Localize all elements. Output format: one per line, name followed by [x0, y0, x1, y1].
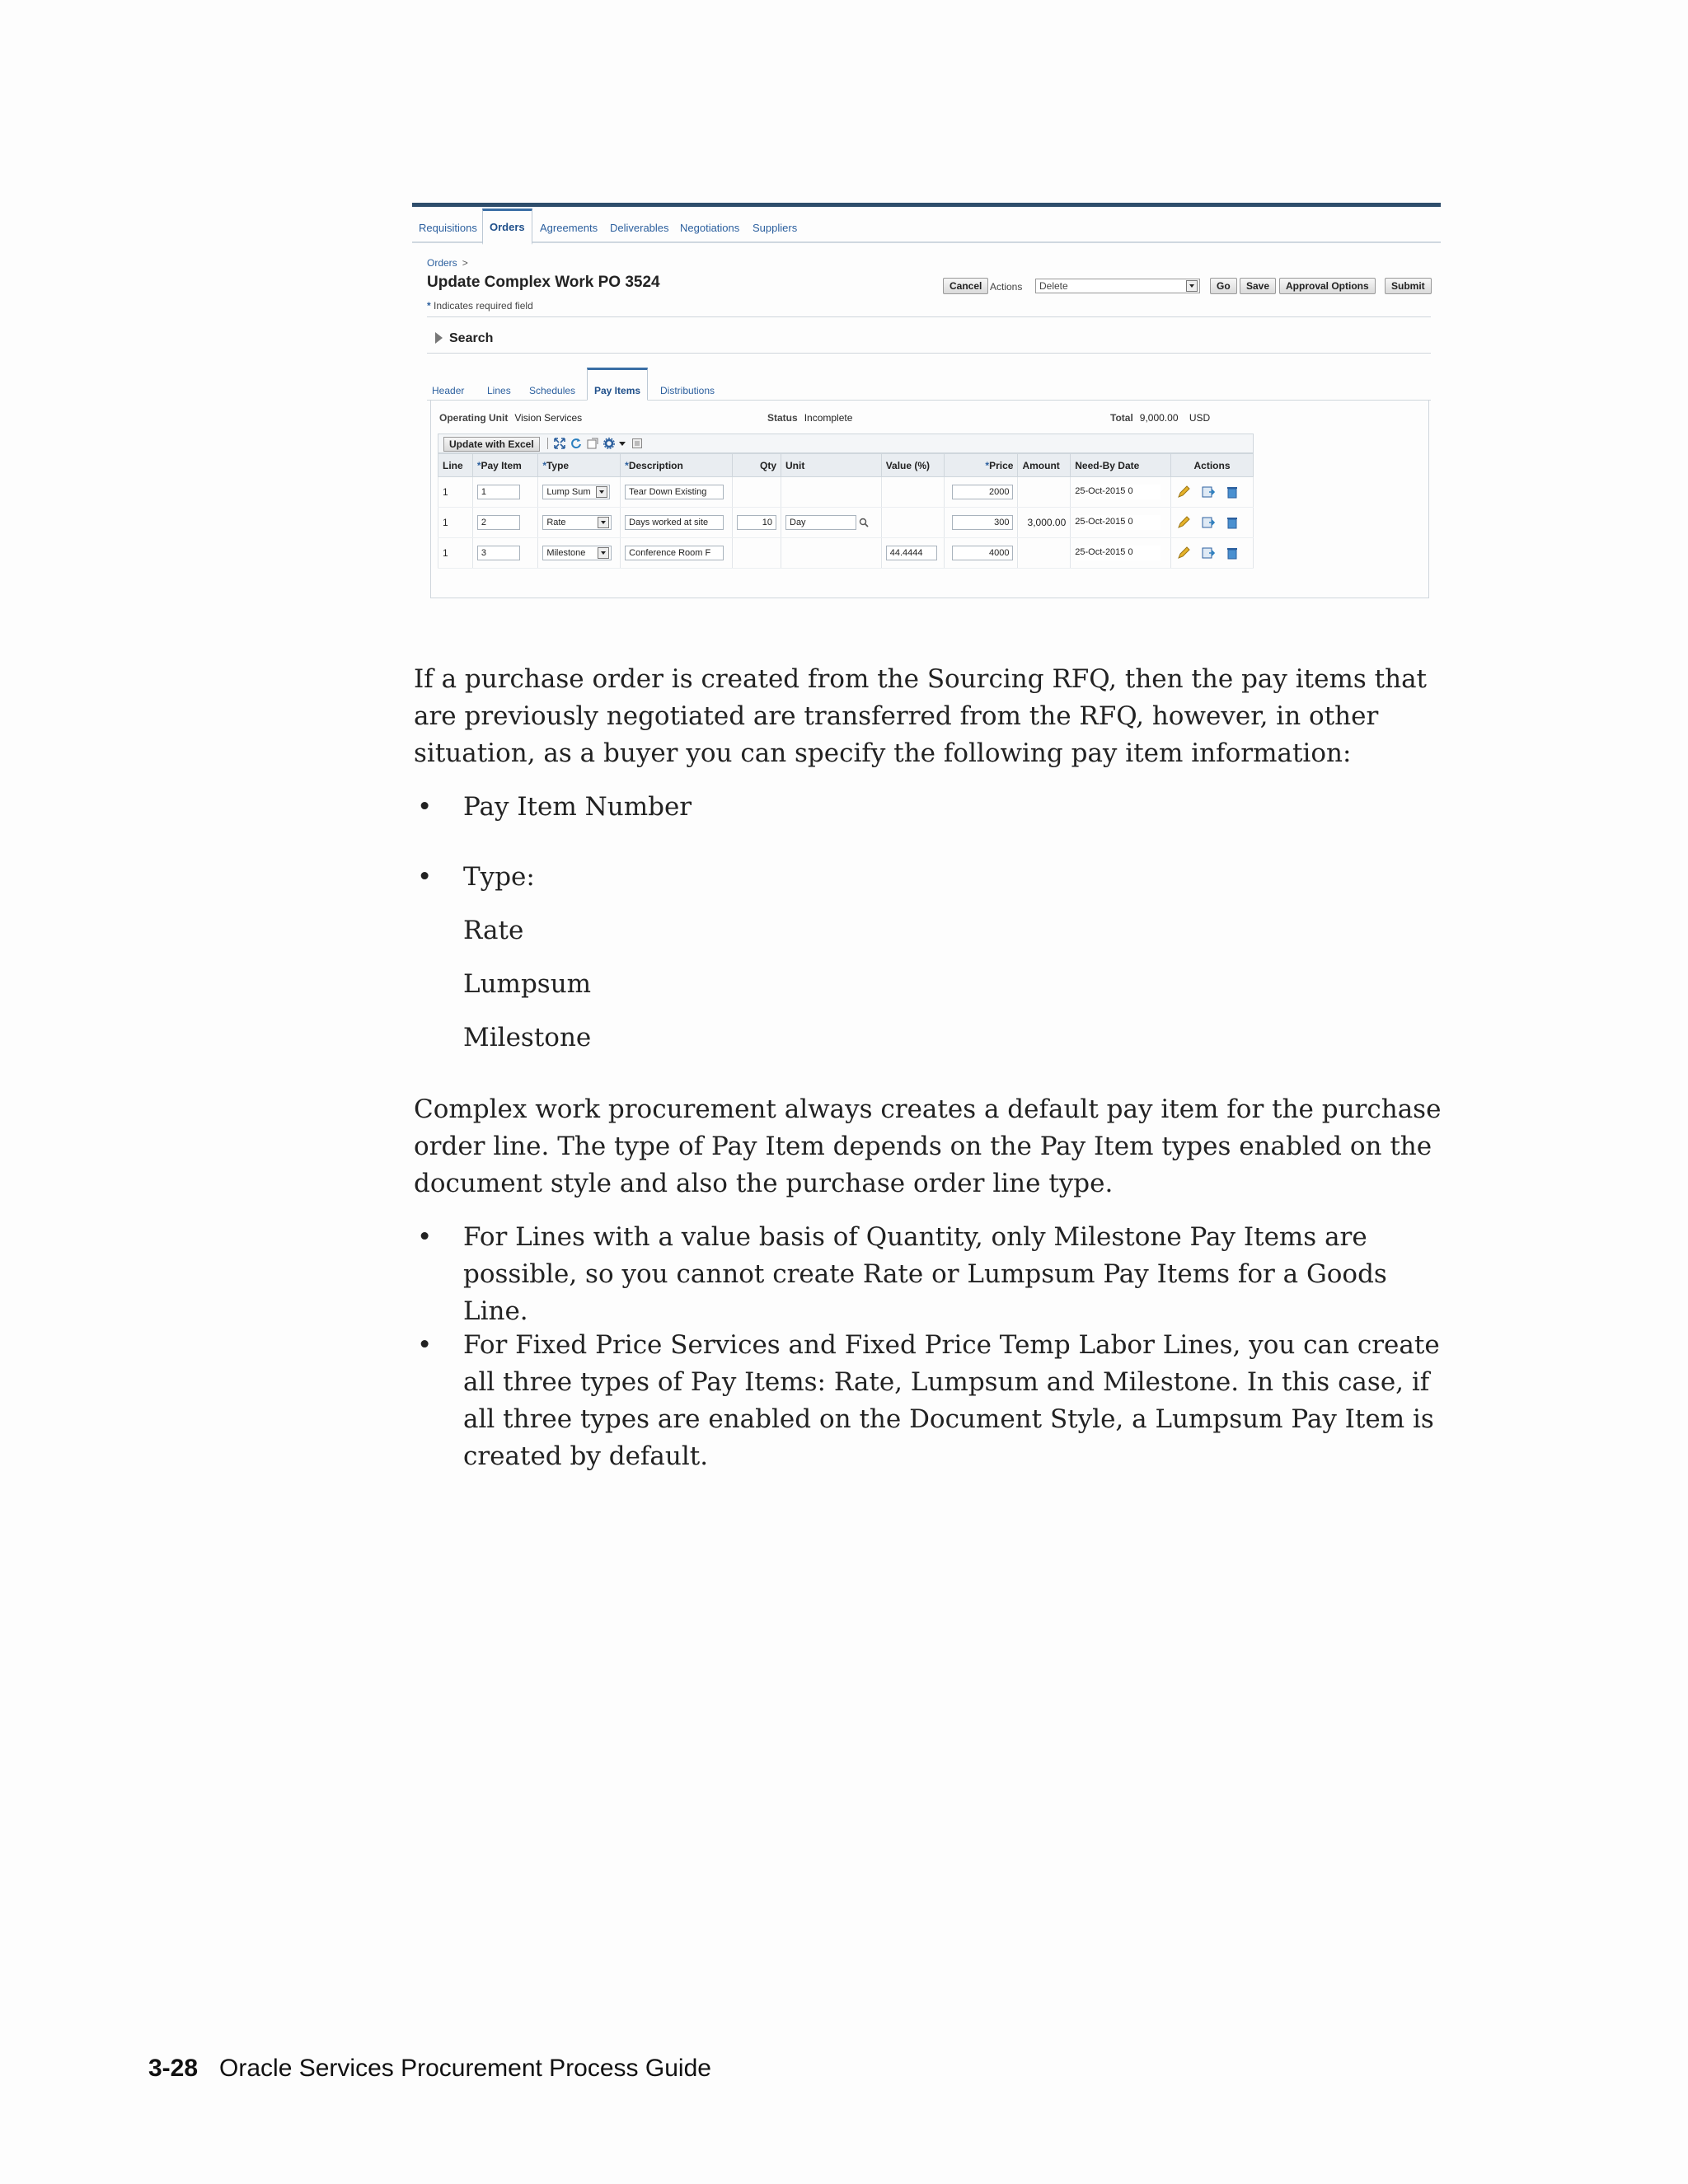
chevron-down-icon[interactable] — [596, 486, 607, 498]
cell-amount — [1018, 538, 1071, 569]
col-value-pct: Value (%) — [881, 454, 944, 477]
toolbar-separator — [547, 438, 548, 449]
total — [1110, 412, 1210, 424]
chevron-down-icon[interactable] — [598, 517, 609, 528]
price-input[interactable]: 300 — [952, 515, 1013, 530]
cell-amount: 3,000.00 — [1018, 508, 1071, 538]
col-type — [538, 454, 621, 477]
bullet-text: Pay Item Number — [463, 792, 692, 822]
page-title: Update Complex Work PO 3524 — [427, 274, 660, 291]
type-select[interactable] — [542, 546, 612, 560]
detach-icon[interactable] — [587, 438, 598, 449]
edit-pencil-icon[interactable] — [1177, 516, 1190, 529]
cell-line: 1 — [438, 508, 473, 538]
operating-unit-label: Operating Unit — [439, 412, 509, 424]
sub-tabs — [427, 368, 1431, 401]
breadcrumb-separator: > — [462, 257, 468, 269]
description-input[interactable]: Tear Down Existing — [625, 485, 724, 499]
col-unit: Unit — [781, 454, 882, 477]
col-actions: Actions — [1171, 454, 1254, 477]
cell-value-pct — [881, 508, 944, 538]
cell-line: 1 — [438, 477, 473, 508]
required-marker: * — [476, 459, 481, 471]
type-rate: Rate — [463, 916, 524, 945]
expand-icon[interactable] — [554, 438, 565, 449]
qty-input[interactable]: 10 — [737, 515, 776, 530]
cell-actions — [1171, 477, 1254, 508]
pay-items-table — [438, 453, 1254, 569]
cell-qty — [733, 538, 781, 569]
need-by-date-input[interactable]: 25-Oct-2015 0 — [1075, 485, 1160, 499]
page-footer — [148, 2055, 711, 2083]
search-icon[interactable] — [859, 518, 869, 527]
edit-pencil-icon[interactable] — [1177, 485, 1190, 499]
oracle-screenshot — [412, 203, 1441, 603]
subtab-header[interactable]: Header — [432, 385, 465, 396]
delete-trash-icon[interactable] — [1226, 485, 1239, 499]
col-description — [621, 454, 733, 477]
bullet-text: For Lines with a value basis of Quantity, only Milestone Pay Items are possible, so you cannot create Rate or Lumpsum Pay Items for a Goods Line. — [463, 1222, 1387, 1326]
edit-pencil-icon[interactable] — [1177, 546, 1190, 560]
table-header-row — [438, 454, 1254, 477]
col-price-label: Price — [989, 459, 1014, 471]
col-line: Line — [438, 454, 473, 477]
cell-actions — [1171, 538, 1254, 569]
tab-suppliers[interactable]: Suppliers — [753, 222, 798, 234]
actions-label: Actions — [990, 281, 1023, 293]
bullet-symbol: • — [417, 792, 433, 822]
type-select-value: Rate — [546, 518, 566, 527]
currency: USD — [1189, 412, 1211, 424]
table-row — [438, 538, 1254, 569]
value-pct-input[interactable]: 44.4444 — [886, 546, 937, 560]
col-need-by-date: Need-By Date — [1071, 454, 1171, 477]
tab-agreements[interactable]: Agreements — [540, 222, 598, 234]
required-marker: * — [542, 459, 546, 471]
col-qty: Qty — [733, 454, 781, 477]
subtab-distributions[interactable]: Distributions — [660, 385, 715, 396]
status-label: Status — [767, 412, 798, 424]
delete-trash-icon[interactable] — [1226, 516, 1239, 529]
operating-unit — [439, 412, 582, 424]
col-description-label: Description — [628, 459, 683, 471]
cell-unit — [781, 538, 882, 569]
tab-deliverables[interactable]: Deliverables — [610, 222, 669, 234]
type-select-value: Milestone — [546, 548, 586, 558]
save-button[interactable]: Save — [1240, 278, 1276, 294]
tab-orders[interactable]: Orders — [482, 209, 532, 245]
submit-button[interactable]: Submit — [1385, 278, 1432, 294]
cell-qty — [733, 477, 781, 508]
required-marker: * — [625, 459, 629, 471]
search-label: Search — [449, 331, 494, 345]
type-select[interactable] — [542, 485, 609, 499]
subtab-lines[interactable]: Lines — [487, 385, 511, 396]
pay-item-input[interactable]: 3 — [477, 546, 520, 560]
price-input[interactable]: 2000 — [952, 485, 1013, 499]
delete-trash-icon[interactable] — [1226, 546, 1239, 560]
required-marker: * — [985, 459, 990, 471]
table-toolbar — [438, 434, 1254, 453]
col-price — [944, 454, 1018, 477]
gear-icon[interactable] — [603, 438, 615, 449]
subtab-pay-items[interactable]: Pay Items — [587, 368, 648, 401]
cell-value-pct — [881, 477, 944, 508]
split-icon[interactable] — [1202, 485, 1215, 499]
pay-item-input[interactable]: 1 — [477, 485, 520, 499]
operating-unit-value: Vision Services — [514, 412, 583, 424]
pay-items-panel — [430, 401, 1429, 598]
cell-amount — [1018, 477, 1071, 508]
col-type-label: Type — [546, 459, 570, 471]
paragraph-default-pay-item: Complex work procurement always creates a default pay item for the purchase order line. The type of Pay Item depends on the Pay Item types enabled on the document style and also the purchase order line type. — [414, 1094, 1442, 1198]
chevron-down-icon[interactable] — [617, 438, 628, 449]
bullet-symbol: • — [417, 1330, 433, 1360]
tab-requisitions[interactable]: Requisitions — [419, 222, 477, 234]
table-row — [438, 477, 1254, 508]
type-milestone: Milestone — [463, 1023, 592, 1052]
divider — [427, 316, 1431, 317]
actions-select-value: Delete — [1039, 280, 1068, 292]
status-value: Incomplete — [804, 412, 853, 424]
split-icon[interactable] — [1202, 516, 1215, 529]
cell-line: 1 — [438, 538, 473, 569]
update-with-excel-button[interactable]: Update with Excel — [443, 437, 540, 452]
need-by-date-input[interactable]: 25-Oct-2015 0 — [1075, 546, 1160, 560]
guide-title: Oracle Services Procurement Process Guide — [219, 2055, 711, 2082]
search-section-toggle[interactable] — [435, 331, 493, 346]
refresh-icon[interactable] — [570, 438, 582, 449]
subtab-schedules[interactable]: Schedules — [529, 385, 576, 396]
go-button[interactable]: Go — [1210, 278, 1237, 294]
cancel-button[interactable]: Cancel — [943, 278, 988, 294]
type-select-value: Lump Sum — [546, 487, 591, 497]
bullet-text: Type: — [463, 862, 535, 892]
paragraph-intro: If a purchase order is created from the Sourcing RFQ, then the pay items that are previously negotiated are transferred from the RFQ, however, in other situation, as a buyer you can specify the following pay item information: — [414, 664, 1428, 768]
chevron-down-icon[interactable] — [598, 547, 609, 559]
col-amount: Amount — [1018, 454, 1071, 477]
bullet-symbol: • — [417, 1222, 433, 1252]
split-icon[interactable] — [1202, 546, 1215, 560]
description-input[interactable]: Days worked at site — [625, 515, 724, 530]
global-tabs — [412, 207, 1441, 243]
table-row — [438, 508, 1254, 538]
cell-unit — [781, 477, 882, 508]
approval-options-button[interactable]: Approval Options — [1279, 278, 1376, 294]
required-marker: * — [427, 300, 431, 312]
total-value: 9,000.00 — [1139, 412, 1179, 424]
required-note-text: Indicates required field — [434, 300, 533, 312]
bullet-text: For Fixed Price Services and Fixed Price Temp Labor Lines, you can create all three types of Pay Items: Rate, Lumpsum and Milestone. In this case, if all three types are enabled on the Document Style, a Lumpsum Pay Item is created by default. — [463, 1330, 1440, 1471]
cell-actions — [1171, 508, 1254, 538]
unit-input[interactable]: Day — [785, 515, 856, 530]
breadcrumb-orders-link[interactable]: Orders — [427, 257, 457, 269]
actions-select[interactable] — [1035, 279, 1200, 293]
description-input[interactable]: Conference Room F — [625, 546, 724, 560]
need-by-date-input[interactable]: 25-Oct-2015 0 — [1075, 515, 1160, 530]
col-pay-item-label: Pay Item — [481, 459, 522, 471]
tab-negotiations[interactable]: Negotiations — [680, 222, 740, 234]
bullet-symbol: • — [417, 862, 433, 892]
chevron-down-icon[interactable] — [1186, 280, 1198, 292]
divider — [427, 353, 1431, 354]
type-select[interactable] — [542, 515, 612, 530]
col-pay-item — [472, 454, 538, 477]
page-number: 3-28 — [148, 2055, 199, 2082]
required-field-note — [427, 300, 533, 312]
freeze-icon[interactable] — [631, 438, 643, 449]
price-input[interactable]: 4000 — [952, 546, 1013, 560]
expand-triangle-icon — [435, 332, 443, 344]
total-label: Total — [1110, 412, 1133, 424]
breadcrumb — [427, 257, 468, 269]
type-lumpsum: Lumpsum — [463, 969, 592, 999]
pay-item-input[interactable]: 2 — [477, 515, 520, 530]
status — [767, 412, 852, 424]
